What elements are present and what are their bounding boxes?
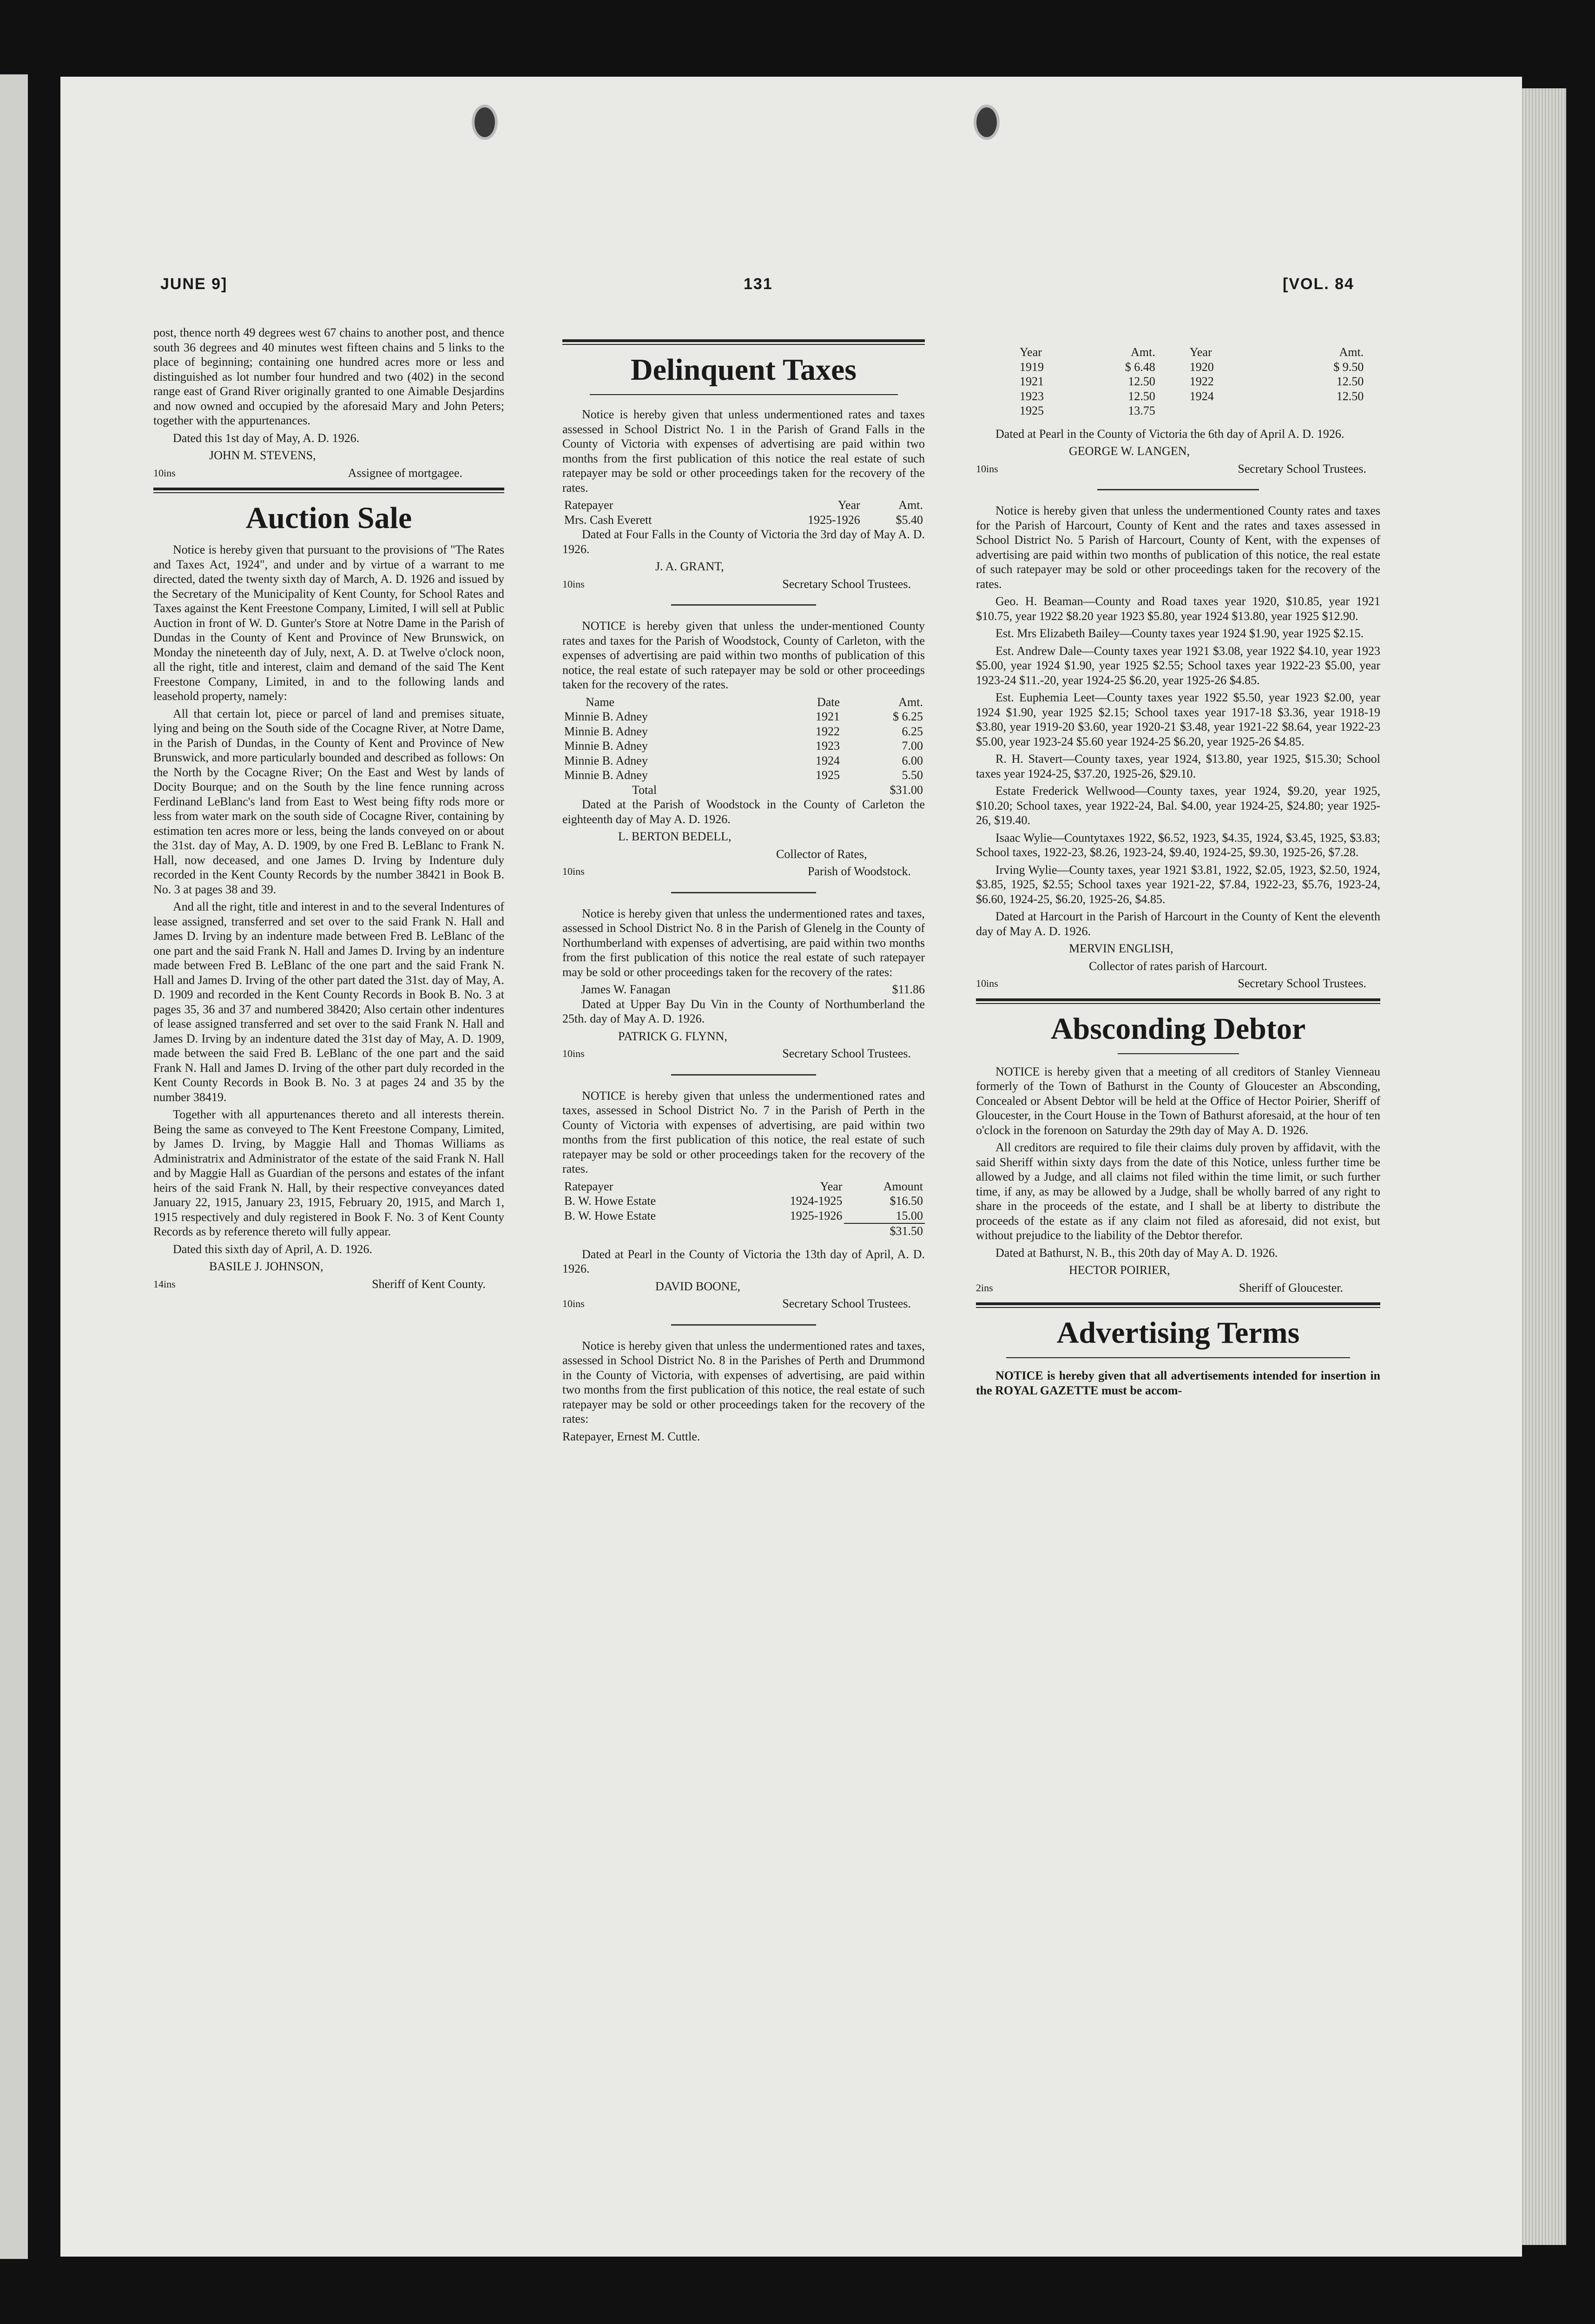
harcourt-signature: MERVIN ENGLISH,	[1069, 942, 1173, 955]
harcourt-entry: R. H. Stavert—County taxes, year 1924, $13.80, year 1925, $15.30; School taxes year 1924-25, $37.20, 1925-26, $29.10.	[976, 752, 1380, 780]
notice-5-ratepayer: Ratepayer, Ernest M. Cuttle.	[562, 1429, 700, 1443]
auction-signature: BASILE J. JOHNSON,	[209, 1260, 323, 1273]
table-row: Minnie B. Adney 1924 6.00	[564, 753, 923, 767]
yearly-tax-table: Year Amt. Year Amt. 1919 $ 6.48 1920 $ 9.50 1921 12.50 1922 12.50 1923 12.50 1924 12.50 1925 13.75	[1018, 345, 1365, 418]
auction-para-4: Together with all appurtenances thereto and all interests therein. Being the same as conveyed to The Kent Freestone Company, Limited, by James D. Irving, by Maggie Hall and Thomas Williams as Administratrix and Administrator of the estate of the said Frank N. Hall and by Maggie Hall as Guardian of the persons and estates of the infant heirs of the said Frank N. Hall, by their respective conveyances dated January 22, 1915, January 23, 1915, February 20, 1915, and March 1, 1915 respectively and duly registered in Book F. No. 3 of Kent County Records as by reference thereto will fully appear.	[153, 1108, 504, 1238]
harcourt-notice-text: Notice is hereby given that unless the undermentioned County rates and taxes for the Parish of Harcourt, County of Kent and the rates and taxes assessed in School District No. 5 Parish of Harcourt, County of Kent, with the expenses of advertising are paid within two months of publication of this notice, the real estate of such ratepayer may be sold or other proceedings taken for the recovery of the rates.	[976, 504, 1380, 591]
harcourt-dated: Dated at Harcourt in the Parish of Harcourt in the County of Kent the eleventh day of May A. D. 1926.	[976, 910, 1380, 938]
divider	[671, 604, 816, 606]
notice-3-signature: PATRICK G. FLYNN,	[618, 1029, 727, 1043]
notice-4-dated: Dated at Pearl in the County of Victoria the 13th day of April, A. D. 1926.	[562, 1247, 925, 1275]
page-stack-edge	[1522, 88, 1566, 2245]
notice-2-text: NOTICE is hereby given that unless the under-mentioned County rates and taxes for the Parish of Woodstock, County of Carleton, with the expenses of advertising are paid within two months of publication of this notice, the real estate of such ratepayer may be sold or other proceedings taken for the recovery of the rates.	[562, 619, 925, 691]
signature-title: Secretary School Trustees.	[782, 1297, 911, 1310]
divider	[671, 892, 816, 893]
notice-1-dated: Dated at Four Falls in the County of Victoria the 3rd day of May A. D. 1926.	[562, 528, 925, 556]
absconding-debtor-title: Absconding Debtor	[1050, 1011, 1306, 1046]
amount: $11.86	[892, 983, 925, 996]
insertion-count: 10ins	[562, 1048, 585, 1059]
signature-title: Sheriff of Kent County.	[372, 1277, 486, 1291]
insertion-count: 14ins	[153, 1278, 176, 1290]
mortgage-signature: JOHN M. STEVENS,	[209, 449, 316, 462]
insertion-count: 10ins	[562, 865, 585, 877]
debtor-dated: Dated at Bathurst, N. B., this 20th day of May A. D. 1926.	[995, 1246, 1278, 1260]
notice-4-table: Ratepayer Year Amount B. W. Howe Estate 1924-1925 $16.50 B. W. Howe Estate 1925-1926 15.00 $31.50	[562, 1179, 925, 1239]
section-rule	[153, 488, 504, 490]
notice-1-text: Notice is hereby given that unless undermentioned rates and taxes assessed in School District No. 1 in the Parish of Grand Falls in the County of Victoria with expenses of advertising are paid within two months from the first publication of this notice the real estate of such ratepayer may be sold or other proceedings taken for the recovery of the rates.	[562, 408, 925, 495]
volume-label: [VOL. 84	[1283, 275, 1354, 293]
auction-sale-title: Auction Sale	[245, 501, 412, 535]
section-rule	[562, 339, 925, 342]
table-row: 1925 13.75	[1020, 404, 1155, 417]
mortgage-dated: Dated this 1st day of May, A. D. 1926.	[173, 431, 360, 445]
notice-4-text: NOTICE is hereby given that unless the undermentioned rates and taxes, assessed in School District No. 7 in the Parish of Perth in the County of Victoria with expenses of advertising, are paid within two months from the first publication of this notice, the real estate of such ratepayer may be sold or other proceedings taken for the recovery of the rates.	[562, 1089, 925, 1175]
harcourt-entry: Est. Euphemia Leet—County taxes year 1922 $5.50, year 1923 $2.00, year 1924 $1.90, year 1925 $2.15; School taxes year 1917-18 $3.36, year 1918-19 $3.80, year 1919-20 $3.60, year 1920-21 $3.48, year 1921-22 $8.64, year 1922-23 $5.00, year 1923-24 $5.60 year 1924-25 $6.20, year 1925-26 $4.85.	[976, 691, 1380, 748]
notice-3-text: Notice is hereby given that unless the undermentioned rates and taxes, assessed in School District No. 8 in the Parish of Glenelg in the County of Northumberland with expenses of advertising, are paid within two months from the first publication of this notice the real estate of such ratepayer may be sold or other proceedings taken for the recovery of the rates:	[562, 906, 925, 979]
advertising-terms-text: NOTICE is hereby given that all advertisements intended for insertion in the ROYAL GAZETTE must be accom-	[976, 1369, 1380, 1397]
auction-dated: Dated this sixth day of April, A. D. 1926.	[173, 1242, 372, 1256]
header-date: JUNE 9]	[160, 275, 228, 293]
divider	[671, 1324, 816, 1326]
debtor-para-1: NOTICE is hereby given that a meeting of all creditors of Stanley Vienneau formerly of the Town of Bathurst in the County of Gloucester an Absconding, Concealed or Absent Debtor will be held at the Office of Hector Poirier, Sheriff of Gloucester, in the Court House in the Town of Bathurst aforesaid, at the hour of ten o'clock in the forenoon on Saturday the 29th day of May A. D. 1926.	[976, 1064, 1380, 1137]
insertion-count: 10ins	[976, 977, 998, 989]
table-row: Mrs. Cash Everett 1925-1926 $5.40	[564, 513, 923, 527]
punch-hole	[974, 105, 1000, 140]
column-2	[562, 325, 925, 1446]
signature-title: Secretary School Trustees.	[782, 577, 911, 591]
notice-1-signature: J. A. GRANT,	[655, 560, 724, 573]
table-row: 1921 12.50 1922 12.50	[1020, 375, 1364, 388]
insertion-count: 10ins	[153, 467, 176, 479]
mortgage-notice-text: post, thence north 49 degrees west 67 chains to another post, and thence south 36 degrees and 40 minutes west fifteen chains and 5 links to the place of beginning; containing one hundred acres more or less and distinguished as lot number four hundred and two (402) in the second range east of Grand River originally granted to one Aimable Desjardins and now owned and occupied by the aforesaid Mary and John Peters; together with the appurtenances.	[153, 326, 504, 427]
signature-title: Collector of rates parish of Harcourt.	[1088, 959, 1268, 973]
column-1	[153, 325, 504, 1291]
insertion-count: 10ins	[976, 462, 998, 475]
signature-title: Parish of Woodstock.	[807, 865, 911, 878]
table-row: Minnie B. Adney 1921 $ 6.25	[564, 710, 923, 723]
advertising-terms-title: Advertising Terms	[1056, 1316, 1300, 1350]
table-row: 1923 12.50 1924 12.50	[1020, 389, 1364, 403]
notice-2-dated: Dated at the Parish of Woodstock in the County of Carleton the eighteenth day of May A. D. 1926.	[562, 798, 925, 826]
insertion-count: 2ins	[976, 1281, 993, 1294]
table-row: B. W. Howe Estate 1924-1925 $16.50	[564, 1194, 923, 1208]
notice-5-text: Notice is hereby given that unless the undermentioned rates and taxes, assessed in School District No. 8 in the Parishes of Perth and Drummond in the County of Victoria, with expenses of advertising, are paid within two months from the first publication of this notice, the real estate of such ratepayer may be sold or other proceedings taken for the recovery of the rates:	[562, 1339, 925, 1426]
debtor-signature: HECTOR POIRIER,	[1069, 1263, 1170, 1277]
harcourt-entry: Geo. H. Beaman—County and Road taxes year 1920, $10.85, year 1921 $10.75, year 1922 $8.20 year 1923 $5.80, year 1924 $13.80, year 1925 $12.90.	[976, 594, 1380, 623]
divider	[671, 1074, 816, 1076]
auction-para-1: Notice is hereby given that pursuant to the provisions of "The Rates and Taxes Act, 1924", and under and by virtue of a warrant to me directed, dated the twenty sixth day of March, A. D. 1926 and issued by the Secretary of the Municipality of Kent County, for School Rates and Taxes against the Kent Freestone Company, Limited, I will sell at Public Auction in front of W. D. Gunter's Store at Notre Dame in the Parish of Dundas in the County of Kent and Province of New Brunswick, on Monday the nineteenth day of July, next, A. D. at Twelve o'clock noon, all the right, title and interest, claim and demand of the said The Kent Freestone Company, Limited, in and to the following lands and leasehold property, namely:	[153, 543, 504, 703]
insertion-count: 10ins	[562, 578, 585, 590]
notice-2-table: Name Date Amt. Minnie B. Adney 1921 $ 6.25 Minnie B. Adney 1922 6.25 Minnie B. Adney 1923 7.00 Minnie B. Adney 1924 6.00 Minnie B. Adney 1925 5.50 Total $31.00	[562, 695, 925, 798]
page-number: 131	[744, 275, 773, 293]
table-row: Minnie B. Adney 1925 5.50	[564, 768, 923, 782]
notice-1-table: Ratepayer Year Amt. Mrs. Cash Everett 1925-1926 $5.40	[562, 498, 925, 527]
signature-title: Secretary School Trustees.	[1238, 977, 1366, 990]
signature-title: Sheriff of Gloucester.	[1239, 1281, 1343, 1294]
signature-title: Assignee of mortgagee.	[348, 466, 462, 480]
harcourt-entry: Est. Mrs Elizabeth Bailey—County taxes year 1924 $1.90, year 1925 $2.15.	[995, 627, 1364, 640]
yearly-tax-signature: GEORGE W. LANGEN,	[1069, 444, 1190, 458]
signature-title: Secretary School Trustees.	[782, 1047, 911, 1060]
table-row: Minnie B. Adney 1922 6.25	[564, 724, 923, 738]
harcourt-entry: Isaac Wylie—Countytaxes 1922, $6.52, 1923, $4.35, 1924, $3.45, 1925, $3.83; School taxes, 1922-23, $8.26, 1923-24, $9.40, 1924-25, $9.30, 1925-26, $7.28.	[976, 831, 1380, 859]
table-row: 1919 $ 6.48 1920 $ 9.50	[1020, 360, 1364, 374]
notice-2-signature: L. BERTON BEDELL,	[618, 830, 732, 843]
signature-title: Collector of Rates,	[776, 847, 867, 861]
delinquent-taxes-title: Delinquent Taxes	[631, 353, 857, 387]
notice-3-dated: Dated at Upper Bay Du Vin in the County of Northumberland the 25th. day of May A. D. 1926.	[562, 997, 925, 1025]
table-row: Minnie B. Adney 1923 7.00	[564, 739, 923, 753]
notice-4-signature: DAVID BOONE,	[655, 1279, 740, 1293]
table-row: B. W. Howe Estate 1925-1926 15.00	[564, 1208, 923, 1222]
debtor-para-2: All creditors are required to file their claims duly proven by affidavit, with the said Sheriff within sixty days from the date of this Notice, unless further time be allowed by a Judge, and all claims not filed within the time limit, or such further time, if any, as may be allowed by a Judge, shall be wholly barred of any right to share in the proceeds of the estate, and I shall be at liberty to distribute the proceeds of the estate as if any claim not filed as aforesaid, did not exist, but without prejudice to the liability of the Debtor therefor.	[976, 1141, 1380, 1242]
auction-para-2: All that certain lot, piece or parcel of land and premises situate, lying and being on the South side of the Cocagne River, at Notre Dame, in the Parish of Dundas, in the County of Kent and Province of New Brunswick, and more particularly bounded and described as follows: On the North by the Cocagne River; On the East and West by lands of Docity Bourque; and on the South by the line fence running across Ferdinand LeBlanc's land from East to West being fifty rods more or less from water mark on the south side of Cocagne River, containing by estimation ten acres more or less, being the lands conveyed on or about the 31st. day of May, A. D. 1909, by one Fred B. LeBlanc to Frank N. Hall, now deceased, and one James D. Irving by Indenture duly recorded in the Kent County Records by the number 38421 in Book B. No. 3 at pages 38 and 39.	[153, 706, 504, 896]
punch-hole	[472, 105, 498, 140]
harcourt-entry: Estate Frederick Wellwood—County taxes, year 1924, $9.20, year 1925, $10.20; School taxes, year 1922-24, Bal. $4.00, year 1924-25, $24.80; year 1925-26, $19.40.	[976, 784, 1380, 827]
ratepayer-name: James W. Fanagan	[581, 983, 671, 996]
signature-title: Secretary School Trustees.	[1238, 462, 1366, 475]
harcourt-entry: Irving Wylie—County taxes, year 1921 $3.81, 1922, $2.05, 1923, $2.50, 1924, $3.85, 1925, $2.55; School taxes year 1921-22, $7.84, 1922-23, $5.76, 1923-24, $6.60, 1924-25, $6.20, 1925-26, $4.85.	[976, 863, 1380, 906]
harcourt-entry: Est. Andrew Dale—County taxes year 1921 $3.08, year 1922 $4.10, year 1923 $5.00, year 1924 $1.90, year 1925 $2.55; School taxes year 1922-23 $5.00, year 1923-24 $11.-20, year 1924-25 $6.20, year 1925-26 $4.85.	[976, 644, 1380, 687]
yearly-tax-dated: Dated at Pearl in the County of Victoria the 6th day of April A. D. 1926.	[995, 427, 1345, 441]
column-3	[976, 345, 1380, 1400]
insertion-count: 10ins	[562, 1298, 585, 1309]
auction-para-3: And all the right, title and interest in and to the several Indentures of lease assigned, transferred and set over to the said Frank N. Hall and James D. Irving by an indenture made between Fred B. LeBlanc of the one part and the said Frank N. Hall and James D. Irving by an indenture made between Fred B. LeBlanc of the one part and the said Frank N. Hall and James D. Irving of the other part dated the 31st. day of May, A. D. 1909 and recorded in the Kent County Records in Book B. No. 3 at pages 35, 36 and 37 and numbered 38420; Also certain other indentures of lease assigned transferred and set over to the said Frank N. Hall and James D. Irving by an indenture dated the 31st day of May, A. D. 1909, made between the said Fred B. LeBlanc of the one part and the said Frank N. Hall and James D. Irving of the other part duly recorded in the Kent County Records in Book B. No. 3 at pages 24 and 35 by the number 38419.	[153, 900, 504, 1104]
divider	[1097, 489, 1259, 490]
section-rule	[976, 998, 1380, 1001]
adjacent-page-edge	[0, 74, 28, 2259]
section-rule	[976, 1302, 1380, 1305]
